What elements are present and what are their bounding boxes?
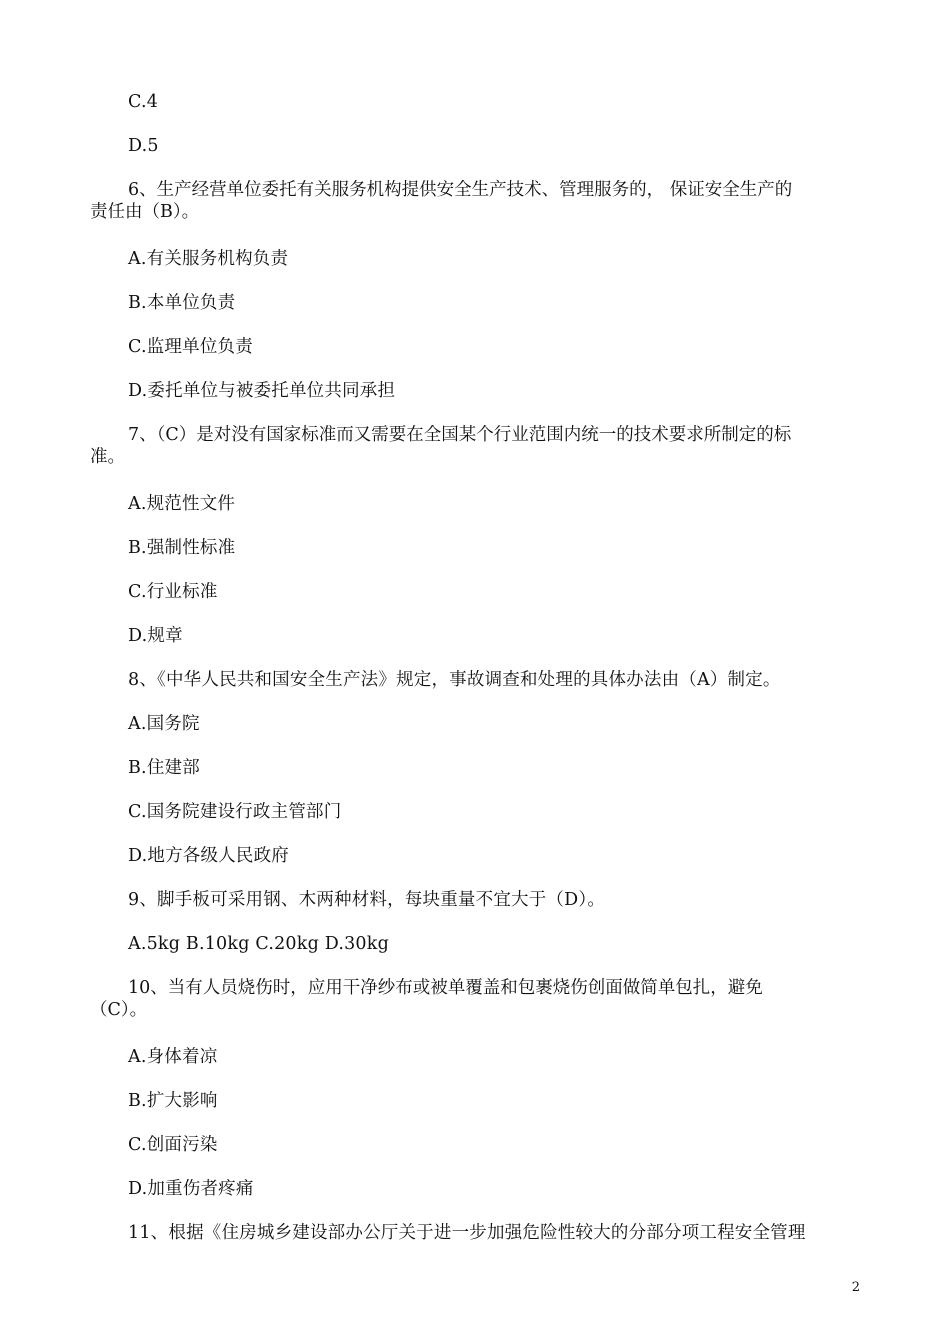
- question-6-line-2: 责任由（B）。: [90, 202, 200, 222]
- question-10-option-d: D.加重伤者疼痛: [128, 1179, 254, 1199]
- question-10-option-a: A.身体着凉: [128, 1047, 218, 1067]
- question-8: 8、《中华人民共和国安全生产法》规定，事故调查和处理的具体办法由（A）制定。: [128, 670, 781, 690]
- question-9: 9、脚手板可采用钢、木两种材料，每块重量不宜大于（D）。: [128, 890, 606, 910]
- page-number: 2: [851, 1280, 860, 1295]
- question-8-option-d: D.地方各级人民政府: [128, 846, 289, 866]
- option-d: D.5: [128, 136, 159, 156]
- question-10: [90, 977, 858, 1021]
- option-c: C.4: [128, 92, 159, 112]
- question-7-line-1: 7、（C）是对没有国家标准而又需要在全国某个行业范围内统一的技术要求所制定的标: [128, 425, 792, 445]
- question-7-option-b: B.强制性标准: [128, 538, 236, 558]
- question-11: 11、根据《住房城乡建设部办公厅关于进一步加强危险性较大的分部分项工程安全管理: [128, 1223, 806, 1243]
- question-6-option-b: B.本单位负责: [128, 293, 236, 313]
- question-6: [90, 179, 858, 223]
- question-6-line-1: 6、生产经营单位委托有关服务机构提供安全生产技术、管理服务的， 保证安全生产的: [128, 180, 793, 200]
- question-6-option-a: A.有关服务机构负责: [128, 249, 289, 269]
- question-7: [90, 424, 858, 468]
- question-10-line-1: 10、当有人员烧伤时，应用干净纱布或被单覆盖和包裹烧伤创面做简单包扎，避免: [128, 978, 763, 998]
- question-9-options: A.5kg B.10kg C.20kg D.30kg: [128, 934, 389, 954]
- question-7-option-d: D.规章: [128, 626, 183, 646]
- question-6-option-c: C.监理单位负责: [128, 337, 253, 357]
- question-10-line-2: （C）。: [90, 1000, 148, 1020]
- question-8-option-c: C.国务院建设行政主管部门: [128, 802, 342, 822]
- question-8-option-b: B.住建部: [128, 758, 200, 778]
- question-6-option-d: D.委托单位与被委托单位共同承担: [128, 381, 396, 401]
- question-7-line-2: 准。: [90, 447, 125, 467]
- question-8-option-a: A.国务院: [128, 714, 200, 734]
- question-7-option-c: C.行业标准: [128, 582, 218, 602]
- question-10-option-c: C.创面污染: [128, 1135, 218, 1155]
- question-7-option-a: A.规范性文件: [128, 494, 236, 514]
- question-10-option-b: B.扩大影响: [128, 1091, 218, 1111]
